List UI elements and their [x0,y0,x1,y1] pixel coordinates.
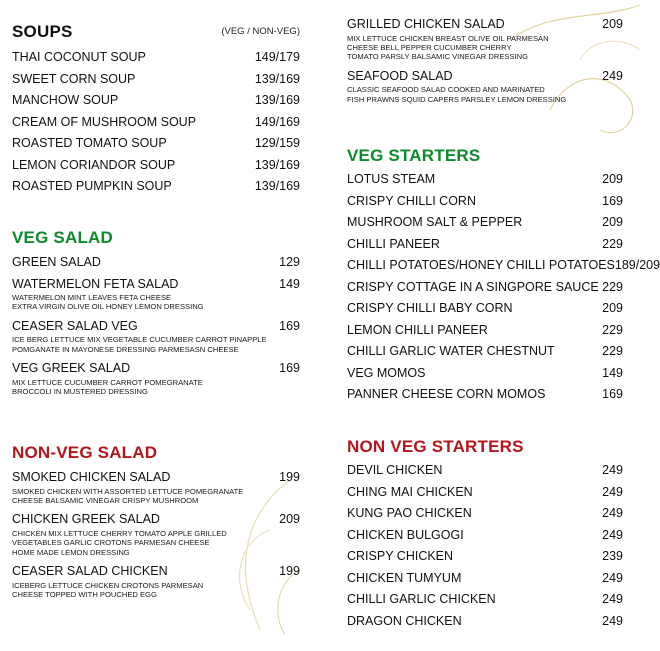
veg-starters-section [347,146,660,406]
menu-item-price: 239 [602,549,623,563]
menu-item-price: 249 [602,463,623,477]
menu-item-price: 149/179 [254,50,300,64]
menu-item [347,460,623,482]
menu-item [347,384,623,406]
menu-item-price: 249 [602,527,623,542]
menu-item-name: CREAM OF MUSHROOM SOUP [12,114,197,129]
menu-item-name: LEMON CHILLI PANEER [347,322,488,337]
menu-item-price: 209 [602,172,623,186]
salad-continued-list [347,14,623,104]
menu-item-name: ROASTED PUMPKIN SOUP [12,179,172,193]
menu-item [12,133,300,155]
menu-item [12,155,300,177]
menu-item-price: 209 [602,215,623,229]
veg-starters-list [347,169,660,406]
menu-item [12,69,300,91]
menu-item-price: 129/159 [254,136,300,150]
menu-item-price: 209 [602,301,623,315]
menu-item-name: CEASER SALAD VEG [12,318,138,333]
menu-item [347,14,623,36]
menu-item [347,66,623,88]
menu-item-name: VEG GREEK SALAD [12,361,131,376]
menu-item [347,277,623,299]
menu-item-price: 209 [279,512,300,527]
veg-starters-heading: VEG STARTERS [347,146,481,165]
menu-item-price: 129 [279,255,300,269]
menu-item-price: 249 [602,613,623,628]
menu-item-name: GRILLED CHICKEN SALAD [347,17,505,31]
menu-item-name: CEASER SALAD CHICKEN [12,564,168,579]
menu-item-price: 249 [602,570,623,585]
menu-item-name: SWEET CORN SOUP [12,71,136,86]
menu-item-price: 229 [602,236,623,251]
menu-item-price: 139/169 [254,179,300,193]
menu-item [347,503,623,525]
veg-salad-section [12,228,300,400]
menu-item [347,234,623,256]
menu-item-description: CHICKEN MIX LETTUCE CHERRY TOMATO APPLE GRILLED VEGETABLES GARLIC CROTONS PARMESAN CHEESE HOME MADE LEMON DRESSING [12,528,227,557]
menu-item-description: CLASSIC SEAFOOD SALAD COOKED AND MARINATED FISH PRAWNS SQUID CAPERS PARSLEY LEMON DRESSING [347,85,567,104]
menu-item-price: 139/169 [254,157,300,172]
menu-item-name: ROASTED TOMATO SOUP [12,136,167,150]
menu-item-name: CHILLI PANEER [347,236,440,251]
menu-item [12,274,300,296]
nonveg-starters-list [347,460,623,632]
menu-item-name: MUSHROOM SALT & PEPPER [347,215,523,229]
menu-item-price: 169 [602,193,623,208]
menu-item-description: ICEBERG LETTUCE CHICKEN CROTONS PARMESAN CHEESE TOPPED WITH POUCHED EGG [12,580,204,599]
menu-item-description: SMOKED CHICKEN WITH ASSORTED LETTUCE POMEGRANATE CHEESE BALSAMIC VINEGAR CRISPY MUSHROOM [12,486,244,505]
menu-item-description: ICE BERG LETTUCE MIX VEGETABLE CUCUMBER CARROT PINAPPLE POMGANATE IN MAYONESE DRESSING PARMESASN CHEESE [12,335,267,354]
menu-item [347,482,623,504]
nonveg-salad-heading: NON-VEG SALAD [12,443,158,462]
menu-item-price: 149 [602,365,623,380]
menu-item [347,212,623,234]
menu-item-name: WATERMELON FETA SALAD [12,276,179,291]
menu-item [12,90,300,112]
menu-item-price: 249 [602,506,623,520]
soups-section [12,22,300,198]
nonveg-starters-section [347,437,623,632]
menu-item-name: SMOKED CHICKEN SALAD [12,470,171,484]
menu-item [12,176,300,198]
menu-item-price: 149 [279,276,300,291]
menu-item-description: WATERMELON MINT LEAVES FETA CHEESE EXTRA VIRGIN OLIVE OIL HONEY LEMON DRESSING [12,293,204,312]
menu-item [347,611,623,633]
menu-item-price: 169 [279,361,300,376]
menu-item [12,358,300,380]
menu-item-name: THAI COCONUT SOUP [12,50,146,64]
menu-item-name: GREEN SALAD [12,255,101,269]
menu-item [12,112,300,134]
menu-item-name: CRISPY CHILLI BABY CORN [347,301,513,315]
menu-item-price: 139/169 [254,93,300,107]
menu-item [12,467,300,489]
menu-item-name: CRISPY CHICKEN [347,549,454,563]
menu-item-price: 209 [602,17,623,31]
menu-item-price: 169 [602,387,623,401]
menu-item [347,568,623,590]
veg-salad-heading: VEG SALAD [12,228,113,247]
menu-item [12,47,300,69]
menu-item [347,255,660,277]
menu-item-price: 249 [602,68,623,83]
nonveg-salad-list [12,467,300,599]
menu-item [347,589,623,611]
soups-heading: SOUPS [12,22,73,41]
soups-column-note: (VEG / NON-VEG) [221,26,300,37]
menu-item [12,316,300,338]
menu-item-price: 139/169 [254,71,300,86]
menu-item-name: CHILLI POTATOES/HONEY CHILLI POTATOES [347,258,615,272]
menu-item-description: MIX LETTUCE CUCUMBER CARROT POMEGRANATE BROCCOLI IN MUSTERED DRESSING [12,377,203,397]
menu-item-price: 249 [602,592,623,606]
soups-list [12,47,300,198]
menu-item-name: SEAFOOD SALAD [347,68,453,83]
menu-item-name: CHICKEN BULGOGI [347,527,464,542]
menu-item [347,546,623,568]
menu-item [12,252,300,274]
menu-item-name: CHILLI GARLIC CHICKEN [347,592,496,606]
menu-item-price: 169 [279,318,300,333]
menu-item [347,363,623,385]
menu-item [347,169,623,191]
salad-continued-section [347,14,623,108]
menu-item-description: MIX LETTUCE CHICKEN BREAST OLIVE OIL PARMESAN CHEESE BELL PEPPER CUCUMBER CHERRY TOMATO PARSLY BALSAMIC VINEGAR DRESSING [347,33,549,62]
menu-item-name: DEVIL CHICKEN [347,463,443,477]
nonveg-salad-section [12,443,300,603]
veg-salad-list [12,252,300,396]
menu-item [12,509,300,531]
menu-item-name: CHING MAI CHICKEN [347,484,473,499]
menu-item [347,298,623,320]
menu-item-name: VEG MOMOS [347,365,426,380]
nonveg-starters-heading: NON VEG STARTERS [347,437,524,456]
menu-item [12,561,300,583]
menu-item-name: LOTUS STEAM [347,172,436,186]
menu-item [347,525,623,547]
menu-item-name: CRISPY COTTAGE IN A SINGPORE SAUCE [347,279,599,294]
menu-item-price: 229 [602,344,623,358]
menu-item-price: 249 [602,484,623,499]
menu-item-price: 199 [279,564,300,579]
menu-item-name: CHICKEN TUMYUM [347,570,462,585]
menu-item-price: 229 [602,279,623,294]
menu-item [347,341,623,363]
menu-item-name: CHILLI GARLIC WATER CHESTNUT [347,344,555,358]
menu-item-price: 199 [279,470,300,484]
menu-item-name: CRISPY CHILLI CORN [347,193,476,208]
menu-item [347,191,623,213]
menu-item-price: 189/209 [614,258,660,272]
menu-item-name: CHICKEN GREEK SALAD [12,512,160,527]
menu-item-price: 149/169 [254,114,300,129]
menu-item-name: KUNG PAO CHICKEN [347,506,472,520]
menu-item-name: LEMON CORIANDOR SOUP [12,157,176,172]
menu-item [347,320,623,342]
menu-item-name: DRAGON CHICKEN [347,613,462,628]
menu-item-price: 229 [602,322,623,337]
menu-item-name: PANNER CHEESE CORN MOMOS [347,387,546,401]
menu-item-name: MANCHOW SOUP [12,93,119,107]
